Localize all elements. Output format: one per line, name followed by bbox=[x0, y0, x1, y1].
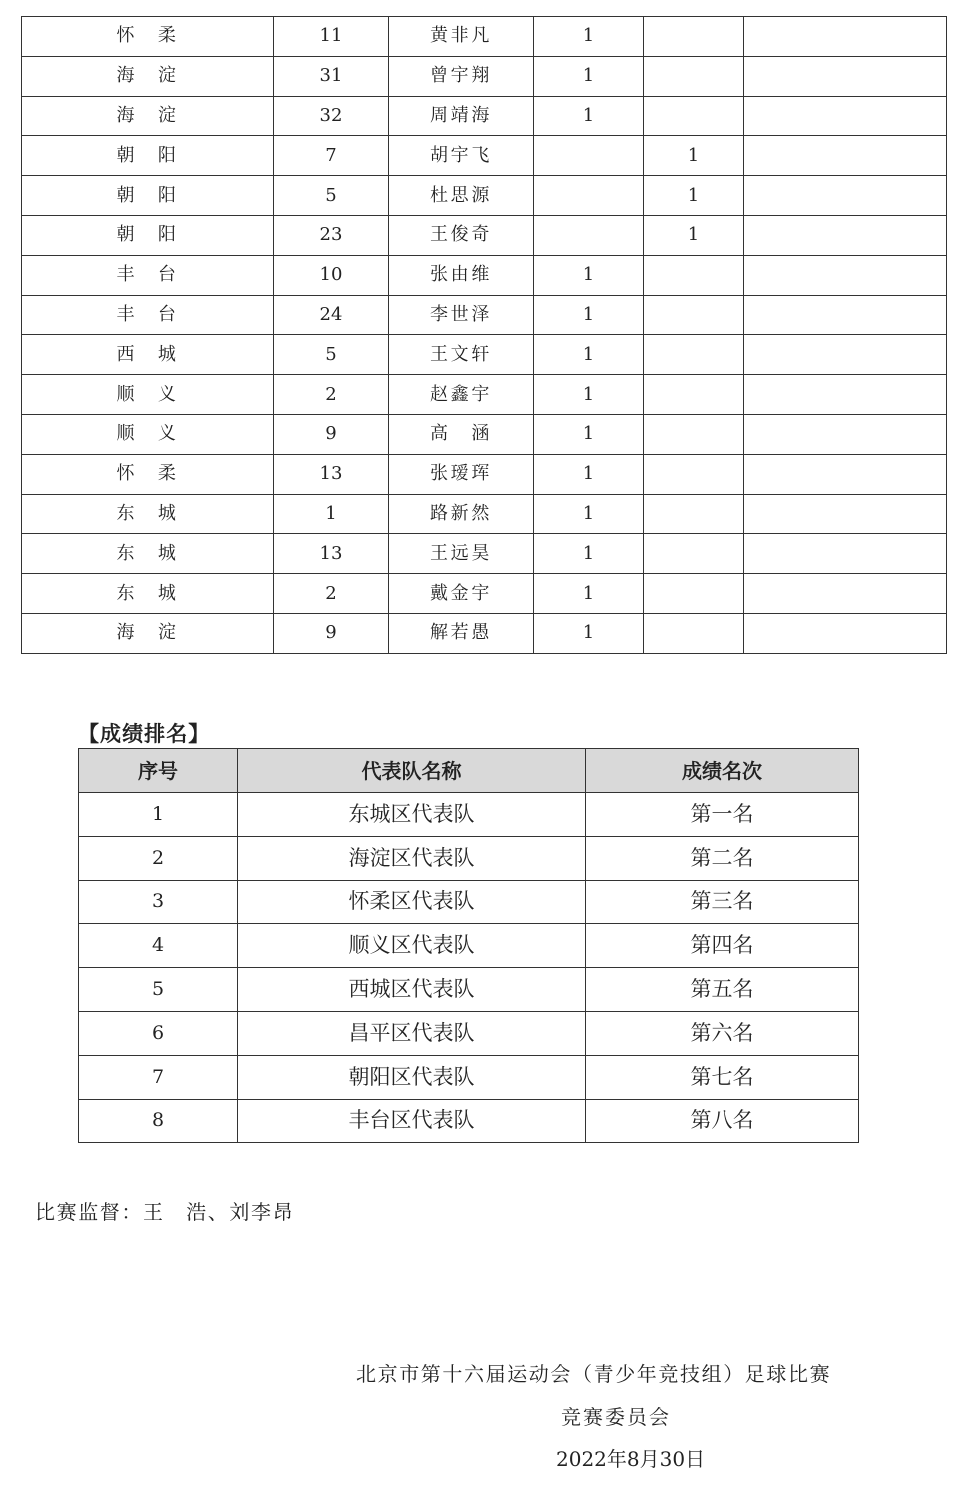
team-name-cell: 海淀区代表队 bbox=[238, 836, 586, 880]
table-row bbox=[22, 295, 947, 335]
goal-count-cell: 1 bbox=[534, 255, 644, 295]
player-name-cell: 王文轩 bbox=[389, 335, 534, 375]
jersey-number-cell: 2 bbox=[274, 375, 389, 415]
player-name-cell: 杜思源 bbox=[389, 176, 534, 216]
goal-count-cell bbox=[534, 136, 644, 176]
scorer-table bbox=[21, 16, 947, 654]
rank-index-cell: 3 bbox=[79, 880, 238, 924]
table-row bbox=[22, 335, 947, 375]
jersey-number-cell: 32 bbox=[274, 96, 389, 136]
player-name-cell: 赵鑫宇 bbox=[389, 375, 534, 415]
goal-count-cell: 1 bbox=[644, 176, 744, 216]
extra-cell bbox=[744, 613, 947, 653]
goal-count-cell bbox=[644, 494, 744, 534]
ranking-header-team: 代表队名称 bbox=[238, 749, 586, 793]
table-row bbox=[79, 1011, 859, 1055]
player-name-cell: 王俊奇 bbox=[389, 215, 534, 255]
goal-count-cell: 1 bbox=[644, 136, 744, 176]
goal-count-cell bbox=[644, 534, 744, 574]
district-cell: 东 城 bbox=[22, 574, 274, 614]
district-cell: 海 淀 bbox=[22, 96, 274, 136]
goal-count-cell bbox=[644, 56, 744, 96]
extra-cell bbox=[744, 295, 947, 335]
district-cell: 东 城 bbox=[22, 494, 274, 534]
table-row bbox=[22, 56, 947, 96]
goal-count-cell bbox=[644, 255, 744, 295]
extra-cell bbox=[744, 17, 947, 57]
extra-cell bbox=[744, 534, 947, 574]
player-name-cell: 解若愚 bbox=[389, 613, 534, 653]
rank-index-cell: 8 bbox=[79, 1099, 238, 1143]
district-cell: 顺 义 bbox=[22, 414, 274, 454]
goal-count-cell bbox=[644, 375, 744, 415]
team-name-cell: 怀柔区代表队 bbox=[238, 880, 586, 924]
rank-index-cell: 4 bbox=[79, 924, 238, 968]
extra-cell bbox=[744, 255, 947, 295]
placement-cell: 第一名 bbox=[586, 793, 859, 837]
jersey-number-cell: 13 bbox=[274, 534, 389, 574]
ranking-header-place: 成绩名次 bbox=[586, 749, 859, 793]
player-name-cell: 高 涵 bbox=[389, 414, 534, 454]
placement-cell: 第六名 bbox=[586, 1011, 859, 1055]
team-name-cell: 顺义区代表队 bbox=[238, 924, 586, 968]
extra-cell bbox=[744, 375, 947, 415]
player-name-cell: 张瑷珲 bbox=[389, 454, 534, 494]
table-row bbox=[22, 136, 947, 176]
goal-count-cell bbox=[644, 454, 744, 494]
goal-count-cell bbox=[644, 295, 744, 335]
extra-cell bbox=[744, 56, 947, 96]
goal-count-cell: 1 bbox=[534, 534, 644, 574]
district-cell: 怀 柔 bbox=[22, 17, 274, 57]
district-cell: 朝 阳 bbox=[22, 136, 274, 176]
rank-index-cell: 5 bbox=[79, 968, 238, 1012]
player-name-cell: 李世泽 bbox=[389, 295, 534, 335]
table-row bbox=[79, 1099, 859, 1143]
goal-count-cell bbox=[644, 96, 744, 136]
district-cell: 海 淀 bbox=[22, 56, 274, 96]
player-name-cell: 胡宇飞 bbox=[389, 136, 534, 176]
scorer-table-body bbox=[22, 17, 947, 654]
extra-cell bbox=[744, 414, 947, 454]
ranking-table bbox=[78, 748, 859, 1143]
district-cell: 西 城 bbox=[22, 335, 274, 375]
extra-cell bbox=[744, 215, 947, 255]
district-cell: 丰 台 bbox=[22, 295, 274, 335]
goal-count-cell: 1 bbox=[534, 295, 644, 335]
player-name-cell: 王远昊 bbox=[389, 534, 534, 574]
jersey-number-cell: 10 bbox=[274, 255, 389, 295]
district-cell: 怀 柔 bbox=[22, 454, 274, 494]
goal-count-cell bbox=[644, 414, 744, 454]
ranking-header-row bbox=[79, 749, 859, 793]
table-row bbox=[22, 96, 947, 136]
ranking-header-index: 序号 bbox=[79, 749, 238, 793]
jersey-number-cell: 7 bbox=[274, 136, 389, 176]
jersey-number-cell: 13 bbox=[274, 454, 389, 494]
rank-index-cell: 1 bbox=[79, 793, 238, 837]
goal-count-cell bbox=[534, 176, 644, 216]
organizer-name: 北京市第十六届运动会（青少年竞技组）足球比赛 bbox=[356, 1362, 832, 1386]
table-row bbox=[22, 454, 947, 494]
table-row bbox=[22, 375, 947, 415]
goal-count-cell bbox=[644, 574, 744, 614]
placement-cell: 第五名 bbox=[586, 968, 859, 1012]
player-name-cell: 张由维 bbox=[389, 255, 534, 295]
jersey-number-cell: 5 bbox=[274, 176, 389, 216]
table-row bbox=[79, 793, 859, 837]
rank-index-cell: 2 bbox=[79, 836, 238, 880]
team-name-cell: 东城区代表队 bbox=[238, 793, 586, 837]
jersey-number-cell: 9 bbox=[274, 613, 389, 653]
table-row bbox=[22, 215, 947, 255]
goal-count-cell: 1 bbox=[534, 414, 644, 454]
jersey-number-cell: 9 bbox=[274, 414, 389, 454]
table-row bbox=[79, 1055, 859, 1099]
team-name-cell: 昌平区代表队 bbox=[238, 1011, 586, 1055]
goal-count-cell bbox=[644, 613, 744, 653]
extra-cell bbox=[744, 574, 947, 614]
district-cell: 丰 台 bbox=[22, 255, 274, 295]
player-name-cell: 戴金宇 bbox=[389, 574, 534, 614]
goal-count-cell bbox=[644, 335, 744, 375]
district-cell: 海 淀 bbox=[22, 613, 274, 653]
team-name-cell: 朝阳区代表队 bbox=[238, 1055, 586, 1099]
table-row bbox=[22, 613, 947, 653]
district-cell: 朝 阳 bbox=[22, 176, 274, 216]
goal-count-cell: 1 bbox=[644, 215, 744, 255]
goal-count-cell: 1 bbox=[534, 613, 644, 653]
committee-name: 竞赛委员会 bbox=[561, 1405, 671, 1429]
table-row bbox=[79, 880, 859, 924]
goal-count-cell: 1 bbox=[534, 17, 644, 57]
player-name-cell: 黄非凡 bbox=[389, 17, 534, 57]
ranking-section-title: 【成绩排名】 bbox=[78, 722, 211, 746]
placement-cell: 第三名 bbox=[586, 880, 859, 924]
player-name-cell: 路新然 bbox=[389, 494, 534, 534]
table-row bbox=[79, 924, 859, 968]
jersey-number-cell: 23 bbox=[274, 215, 389, 255]
table-row bbox=[22, 494, 947, 534]
extra-cell bbox=[744, 335, 947, 375]
extra-cell bbox=[744, 96, 947, 136]
goal-count-cell: 1 bbox=[534, 56, 644, 96]
jersey-number-cell: 5 bbox=[274, 335, 389, 375]
jersey-number-cell: 1 bbox=[274, 494, 389, 534]
district-cell: 东 城 bbox=[22, 534, 274, 574]
extra-cell bbox=[744, 494, 947, 534]
placement-cell: 第二名 bbox=[586, 836, 859, 880]
jersey-number-cell: 31 bbox=[274, 56, 389, 96]
goal-count-cell: 1 bbox=[534, 335, 644, 375]
table-row bbox=[22, 574, 947, 614]
table-row bbox=[22, 414, 947, 454]
team-name-cell: 丰台区代表队 bbox=[238, 1099, 586, 1143]
goal-count-cell: 1 bbox=[534, 494, 644, 534]
goal-count-cell: 1 bbox=[534, 454, 644, 494]
placement-cell: 第七名 bbox=[586, 1055, 859, 1099]
table-row bbox=[79, 968, 859, 1012]
district-cell: 顺 义 bbox=[22, 375, 274, 415]
goal-count-cell: 1 bbox=[534, 375, 644, 415]
rank-index-cell: 6 bbox=[79, 1011, 238, 1055]
goal-count-cell: 1 bbox=[534, 574, 644, 614]
jersey-number-cell: 24 bbox=[274, 295, 389, 335]
placement-cell: 第四名 bbox=[586, 924, 859, 968]
table-row bbox=[22, 534, 947, 574]
goal-count-cell bbox=[644, 17, 744, 57]
match-supervisor: 比赛监督：王 浩、刘李昂 bbox=[35, 1200, 295, 1224]
extra-cell bbox=[744, 454, 947, 494]
goal-count-cell bbox=[534, 215, 644, 255]
table-row bbox=[79, 836, 859, 880]
goal-count-cell: 1 bbox=[534, 96, 644, 136]
player-name-cell: 曾宇翔 bbox=[389, 56, 534, 96]
team-name-cell: 西城区代表队 bbox=[238, 968, 586, 1012]
table-row bbox=[22, 255, 947, 295]
district-cell: 朝 阳 bbox=[22, 215, 274, 255]
jersey-number-cell: 11 bbox=[274, 17, 389, 57]
extra-cell bbox=[744, 136, 947, 176]
table-row bbox=[22, 17, 947, 57]
extra-cell bbox=[744, 176, 947, 216]
player-name-cell: 周靖海 bbox=[389, 96, 534, 136]
table-row bbox=[22, 176, 947, 216]
jersey-number-cell: 2 bbox=[274, 574, 389, 614]
placement-cell: 第八名 bbox=[586, 1099, 859, 1143]
rank-index-cell: 7 bbox=[79, 1055, 238, 1099]
ranking-table-body bbox=[79, 793, 859, 1143]
issue-date: 2022年8月30日 bbox=[556, 1447, 706, 1471]
